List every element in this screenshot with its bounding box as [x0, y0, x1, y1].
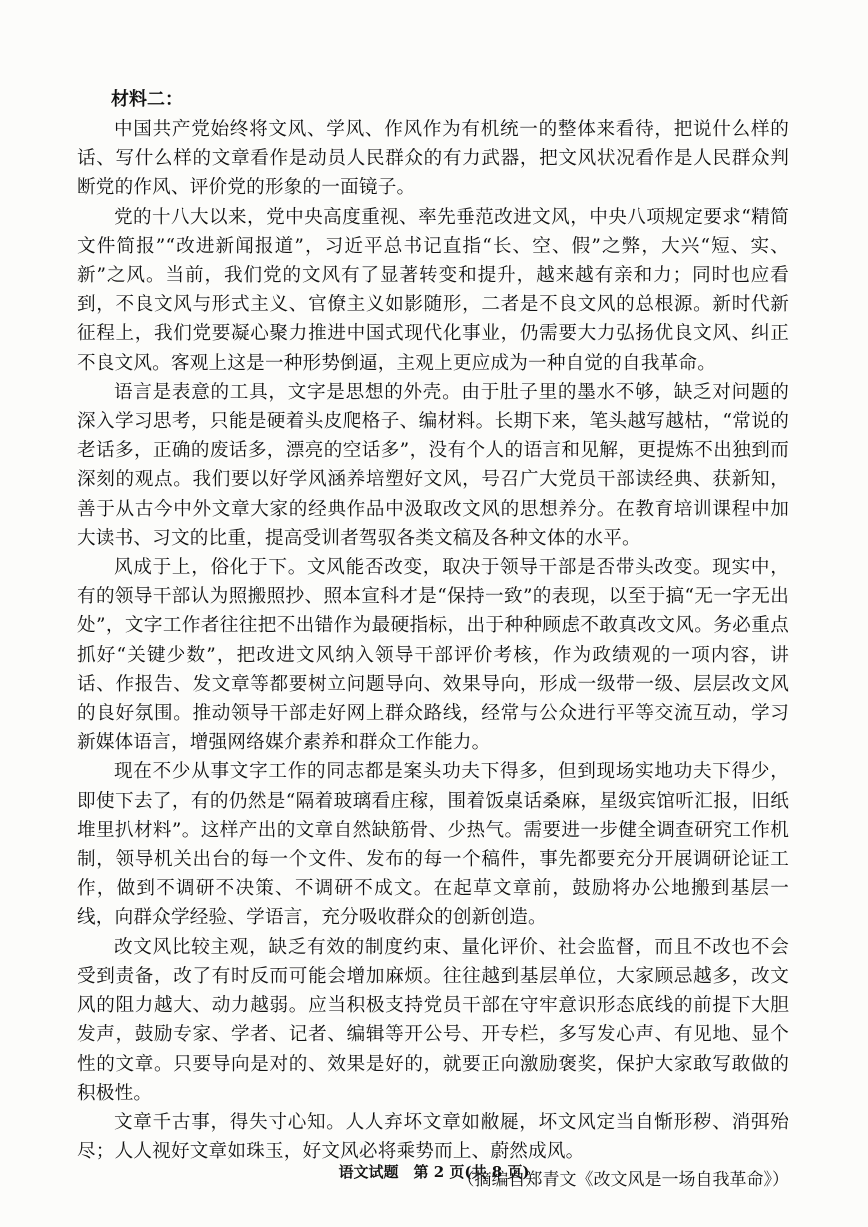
page-footer: 语文试题 第 2 页(共 8 页): [338, 1163, 530, 1181]
paragraph: 文章千古事，得失寸心知。人人弃坏文章如敝屣，坏文风定当自惭形秽、消弭殆尽；人人视好文章如珠玉，好文风必将乘势而上、蔚然成风。: [77, 1111, 789, 1163]
paragraph: 改文风比较主观，缺乏有效的制度约束、量化评价、社会监督，而且不改也不会受到责备，改了有时反而可能会增加麻烦。往往越到基层单位，大家顾忌越多，改文风的阻力越大、动力越弱。应当积极支持党员干部在守牢意识形态底线的前提下大胆发声，鼓励专家、学者、记者、编辑等开公号、开专栏，多写发心声、有见地、显个性的文章。只要导向是对的、效果是好的，就要正向激励褒奖，保护大家敢写敢做的积极性。: [77, 936, 789, 1104]
article-body: [77, 84, 789, 1195]
paragraph: 中国共产党始终将文风、学风、作风作为有机统一的整体来看待，把说什么样的话、写什么样的文章看作是动员人民群众的有力武器，把文风状况看作是人民群众判断党的作风、评价党的形象的一面镜子。: [77, 119, 789, 199]
paragraph: 风成于上，俗化于下。文风能否改变，取决于领导干部是否带头改变。现实中，有的领导干部认为照搬照抄、照本宣科才是“保持一致”的表现，以至于搞“无一字无出处”，文字工作者往往把不出错作为最硬指标，出于种种顾虑不敢真改文风。务必重点抓好“关键少数”，把改进文风纳入领导干部评价考核，作为政绩观的一项内容，讲话、作报告、发文章等都要树立问题导向、效果导向，形成一级带一级、层层改文风的良好氛围。推动领导干部走好网上群众路线，经常与公众进行平等交流互动，学习新媒体语言，增强网络媒介素养和群众工作能力。: [77, 557, 789, 754]
paragraph: 党的十八大以来，党中央高度重视、率先垂范改进文风，中央八项规定要求“精简文件简报”“改进新闻报道”，习近平总书记直指“长、空、假”之弊，大兴“短、实、新”之风。当前，我们党的文风有了显著转变和提升，越来越有亲和力；同时也应看到，不良文风与形式主义、官僚主义如影随形，二者是不良文风的总根源。新时代新征程上，我们党要凝心聚力推进中国式现代化事业，仍需要大力弘扬优良文风、纠正不良文风。客观上这是一种形势倒逼，主观上更应成为一种自觉的自我革命。: [77, 206, 789, 374]
paragraph: 现在不少从事文字工作的同志都是案头功夫下得多，但到现场实地功夫下得少，即使下去了，有的仍然是“隔着玻璃看庄稼，围着饭桌话桑麻，星级宾馆听汇报，旧纸堆里扒材料”。这样产出的文章自然缺筋骨、少热气。需要进一步健全调查研究工作机制，领导机关出台的每一个文件、发布的每一个稿件，事先都要充分开展调研论证工作，做到不调研不决策、不调研不成文。在起草文章前，鼓励将办公地搬到基层一线，向群众学经验、学语言，充分吸收群众的创新创造。: [77, 761, 789, 929]
paragraph: 语言是表意的工具，文字是思想的外壳。由于肚子里的墨水不够，缺乏对问题的深入学习思考，只能是硬着头皮爬格子、编材料。长期下来，笔头越写越枯，“常说的老话多，正确的废话多，漂亮的空话多”，没有个人的语言和见解，更提炼不出独到而深刻的观点。我们要以好学风涵养培塑好文风，号召广大党员干部读经典、获新知，善于从古今中外文章大家的经典作品中汲取改文风的思想养分。在教育培训课程中加大读书、习文的比重，提高受训者驾驭各类文稿及各种文体的水平。: [77, 381, 789, 549]
source-citation: （摘编自郑青文《改文风是一场自我革命》）: [457, 1170, 789, 1191]
material-heading: 材料二：: [111, 89, 183, 110]
